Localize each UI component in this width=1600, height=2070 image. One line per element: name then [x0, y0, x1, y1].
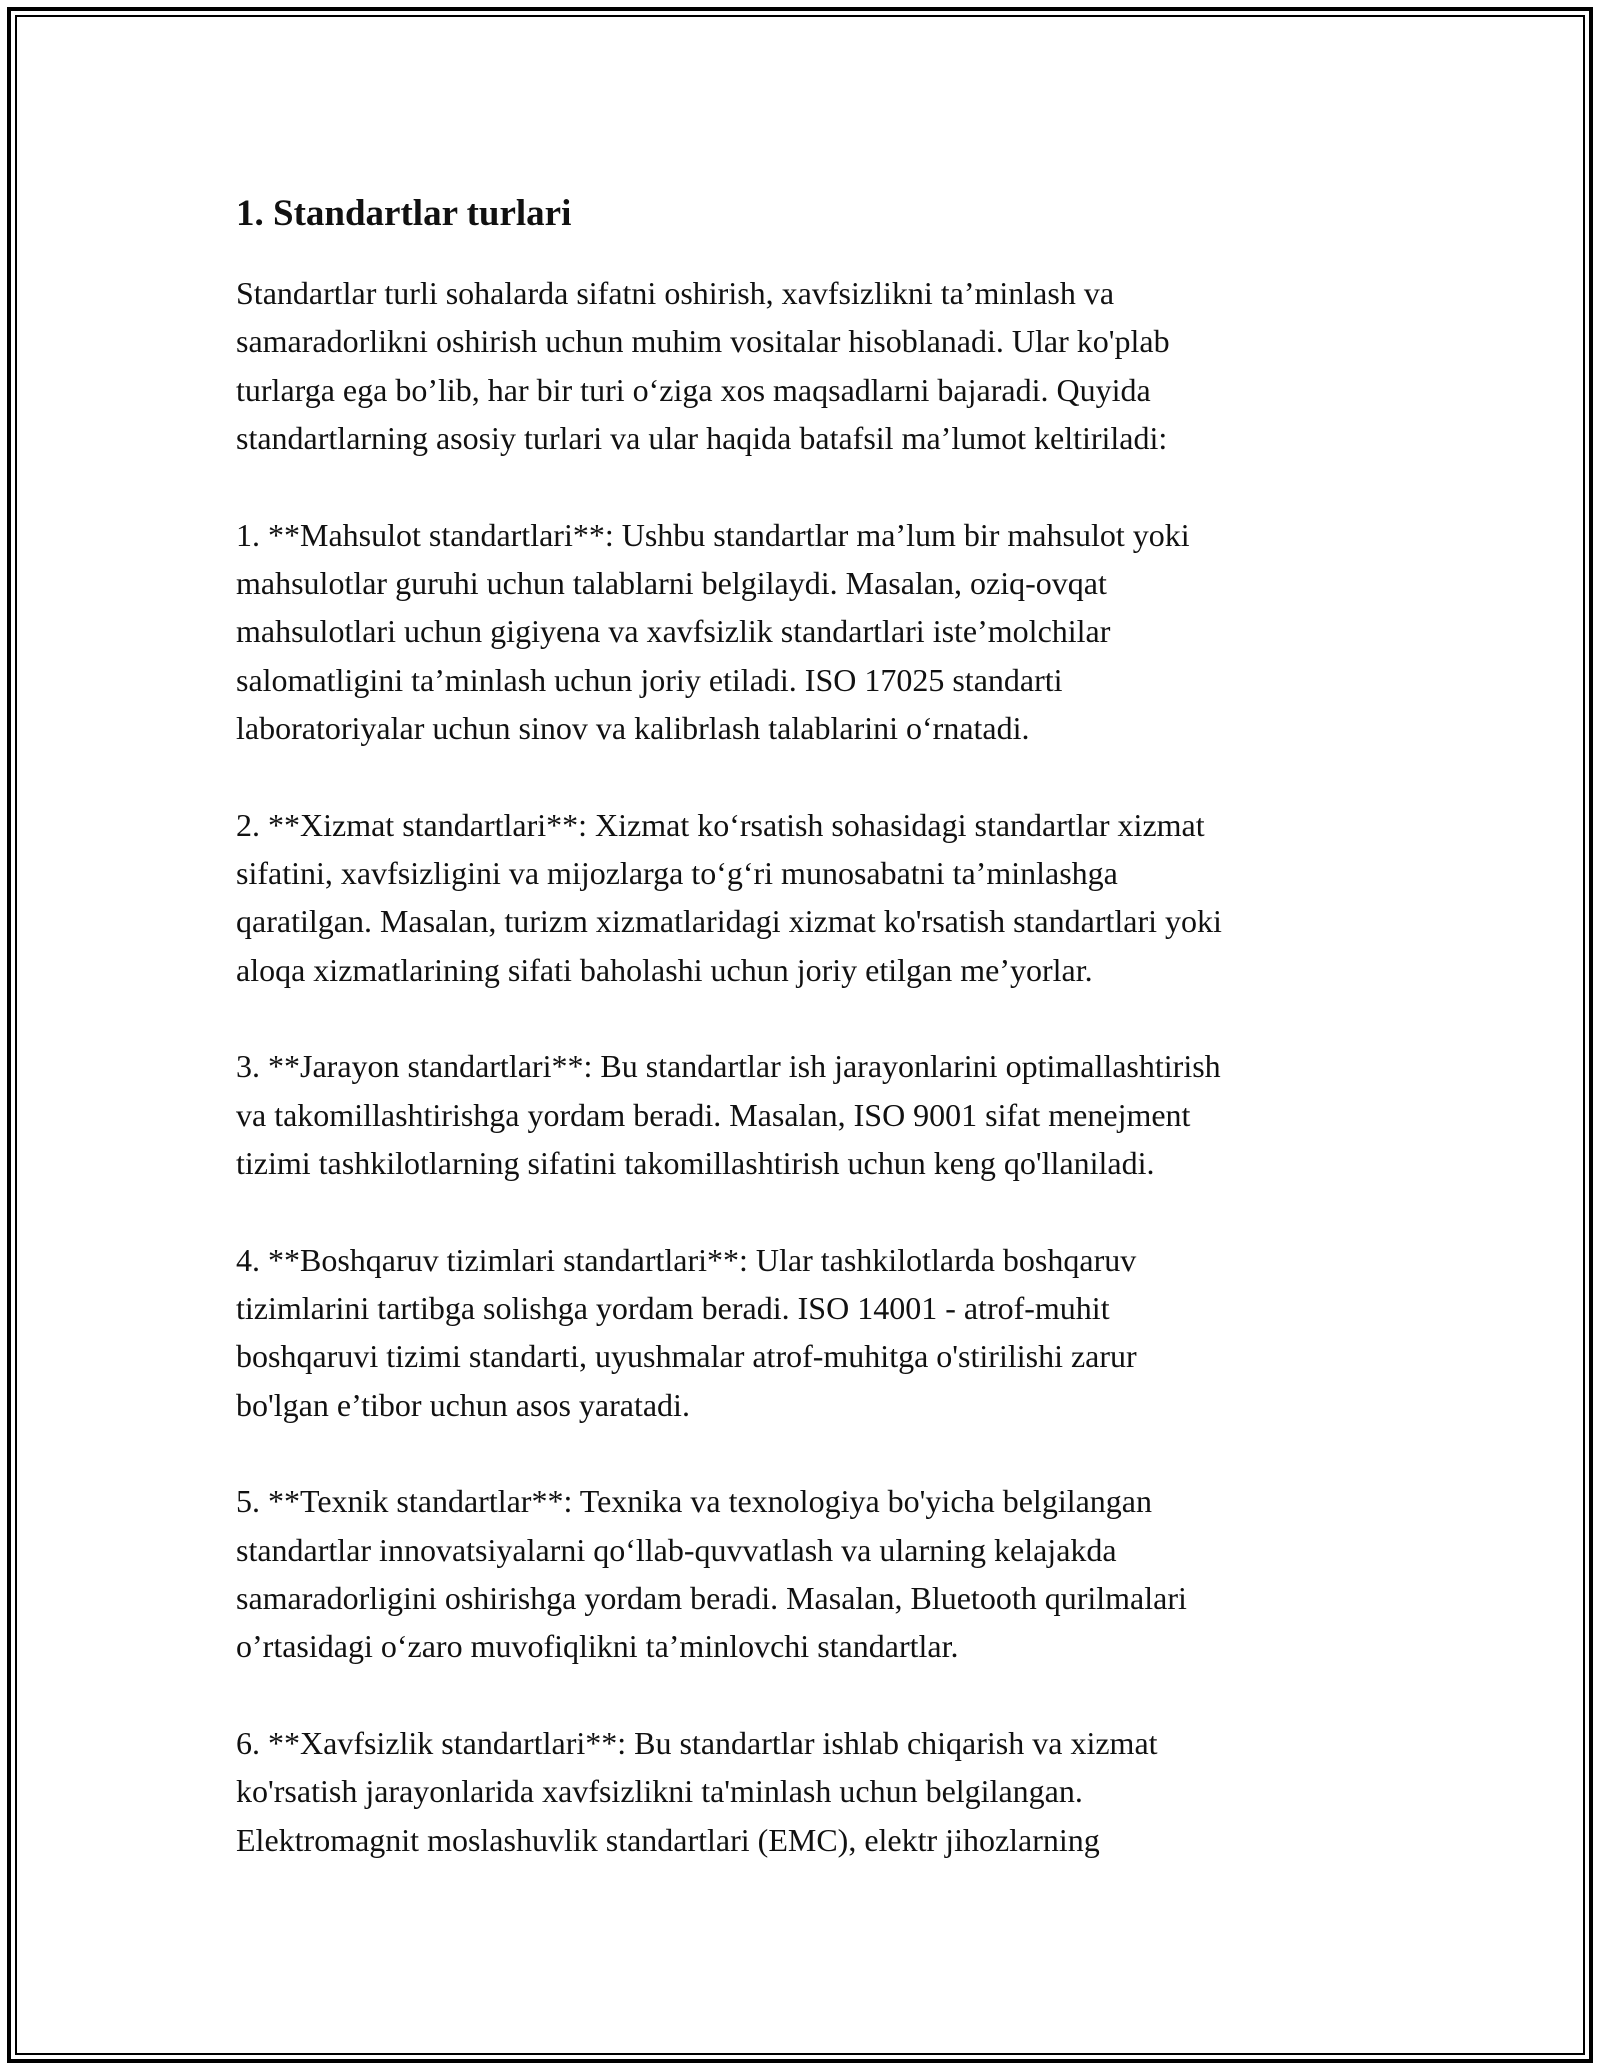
- list-item-process-standards: 3. **Jarayon standartlari**: Bu standartlar ish jarayonlarini optimallashtirish va takomillashtirishga yordam beradi. Masalan, ISO 9001 sifat menejment tizimi tashkilotlarning sifatini takomillashtirish uchun keng qo'llaniladi.: [236, 1048, 1221, 1182]
- list-item-service-standards: 2. **Xizmat standartlari**: Xizmat ko‘rsatish sohasidagi standartlar xizmat sifatini, xavfsizligini va mijozlarga to‘g‘ri munosabatni ta’minlashga qaratilgan. Masalan, turizm xizmatlaridagi xizmat ko'rsatish standartlari yoki aloqa xizmatlarining sifati baholashi uchun joriy etilgan me’yorlar.: [236, 806, 1222, 988]
- section-heading: 1. Standartlar turlari: [236, 193, 572, 234]
- list-item-management-standards: 4. **Boshqaruv tizimlari standartlari**: Ular tashkilotlarda boshqaruv tizimlarini tartibga solishga yordam beradi. ISO 14001 - atrof-muhit boshqaruvi tizimi standarti, uyushmalar atrof-muhitga o'stirilishi zarur bo'lgan e’tibor uchun asos yaratadi.: [236, 1241, 1137, 1423]
- list-item-technical-standards: 5. **Texnik standartlar**: Texnika va texnologiya bo'yicha belgilangan standartlar innovatsiyalarni qo‘llab-quvvatlash va ularning kelajakda samaradorligini oshirishga yordam beradi. Masalan, Bluetooth qurilmalari o’rtasidagi o‘zaro muvofiqlikni ta’minlovchi standartlar.: [236, 1483, 1187, 1665]
- intro-paragraph: Standartlar turli sohalarda sifatni oshirish, xavfsizlikni ta’minlash va samaradorlikni oshirish uchun muhim vositalar hisoblanadi. Ular ko'plab turlarga ega bo’lib, har bir turi o‘ziga xos maqsadlarni bajaradi. Quyida standartlarning asosiy turlari va ular haqida batafsil ma’lumot keltiriladi:: [236, 275, 1170, 457]
- list-item-product-standards: 1. **Mahsulot standartlari**: Ushbu standartlar ma’lum bir mahsulot yoki mahsulotlar guruhi uchun talablarni belgilaydi. Masalan, oziq-ovqat mahsulotlari uchun gigiyena va xavfsizlik standartlari iste’molchilar salomatligini ta’minlash uchun joriy etiladi. ISO 17025 standarti laboratoriyalar uchun sinov va kalibrlash talablarini o‘rnatadi.: [236, 516, 1190, 747]
- document-body: [236, 186, 1376, 1912]
- list-item-safety-standards: 6. **Xavfsizlik standartlari**: Bu standartlar ishlab chiqarish va xizmat ko'rsatish jarayonlarida xavfsizlikni ta'minlash uchun belgilangan. Elektromagnit moslashuvlik standartlari (EMC), elektr jihozlarning: [236, 1724, 1158, 1858]
